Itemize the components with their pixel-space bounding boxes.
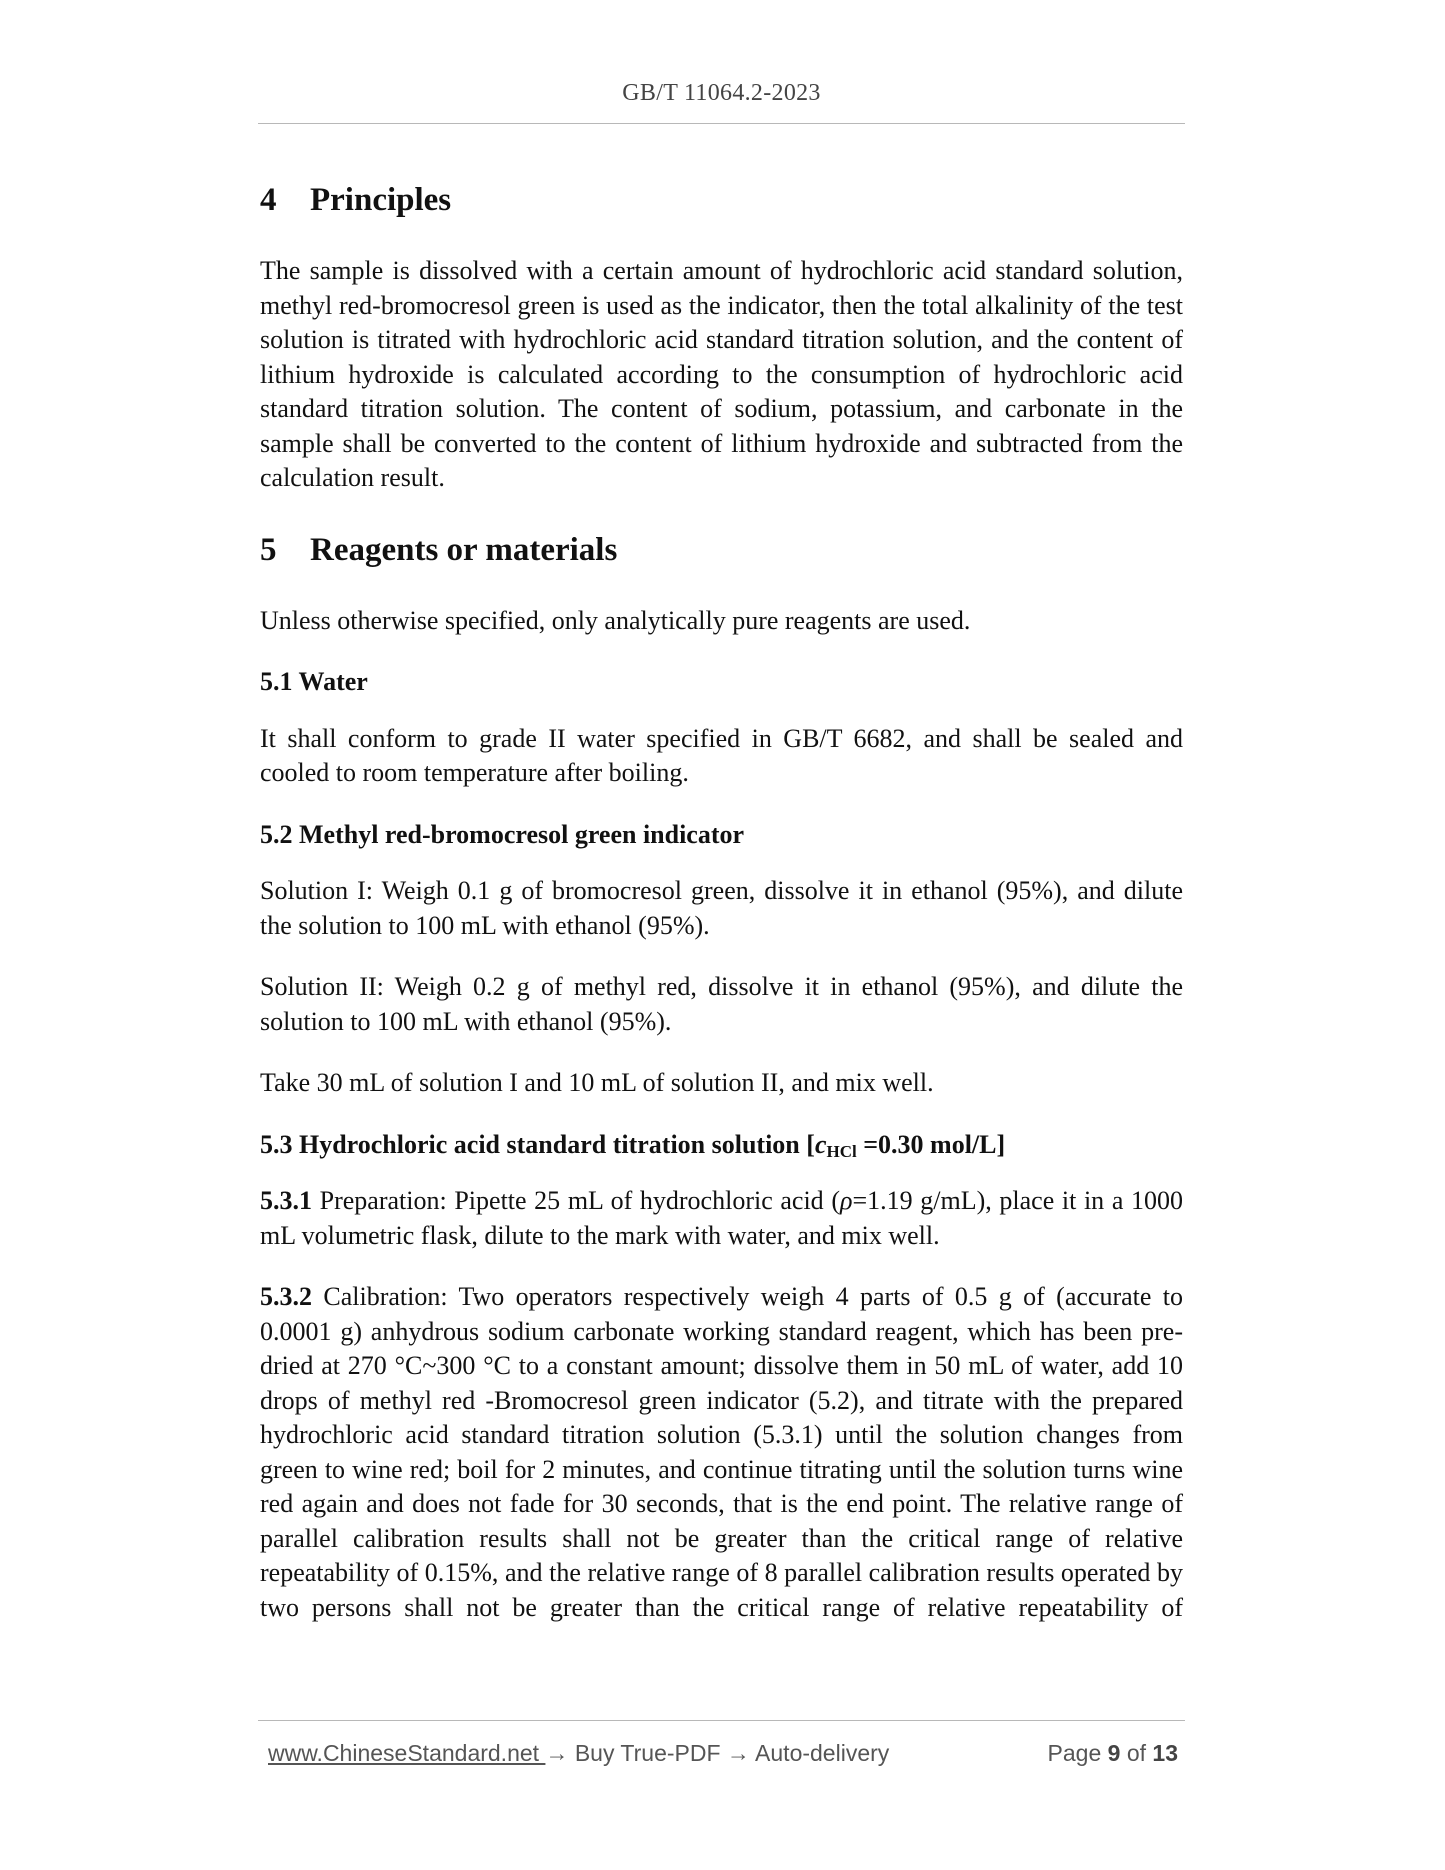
section-5-intro: Unless otherwise specified, only analytically pure reagents are used.: [260, 605, 971, 635]
total-page-count: 13: [1152, 1740, 1178, 1766]
section-5-1-paragraph: It shall conform to grade II water specified in GB/T 6682, and shall be sealed and cooled to room temperature after boiling.: [260, 723, 1183, 787]
section-4-title: Principles: [310, 182, 452, 218]
page-counter: [1048, 1740, 1178, 1767]
solution-1-paragraph: Solution I: Weigh 0.1 g of bromocresol green, dissolve it in ethanol (95%), and dilute the solution to 100 mL with ethanol (95%).: [260, 876, 1183, 940]
page-header-title: GB/T 11064.2-2023: [622, 80, 821, 106]
section-5-title: Reagents or materials: [310, 531, 618, 568]
mix-paragraph: Take 30 mL of solution I and 10 mL of solution II, and mix well.: [260, 1068, 934, 1097]
section-5-3-heading-text: 5.3 Hydrochloric acid standard titration solution [: [260, 1129, 815, 1159]
concentration-symbol: c: [814, 1129, 827, 1159]
clause-5-3-2-number: 5.3.2: [260, 1282, 312, 1311]
section-5-heading: [260, 530, 1183, 570]
concentration-subscript: HCl: [826, 1141, 857, 1161]
arrow-right-icon: →: [545, 1740, 569, 1766]
clause-5-3-1-text-b: =1.19 g/mL), place it in a 1000 mL volumetric flask, dilute to the mark with water, and mix well.: [260, 1186, 1183, 1250]
footer-promo: [268, 1740, 889, 1767]
clause-5-3-1-text-a: Preparation: Pipette 25 mL of hydrochloric acid (: [312, 1186, 840, 1215]
of-label: of: [1120, 1740, 1153, 1766]
header-divider: [258, 123, 1185, 124]
website-link[interactable]: www.ChineseStandard.net: [268, 1740, 546, 1766]
section-4-paragraph: The sample is dissolved with a certain amount of hydrochloric acid standard solution, methyl red-bromocresol green is used as the indicator, then the total alkalinity of the test solution is titrated with hydrochloric acid standard titration solution, and the content of lithium hydroxide is calculated according to the consumption of hydrochloric acid standard titration solution. The content of sodium, potassium, and carbonate in the sample shall be converted to the content of lithium hydroxide and subtracted from the calculation result.: [260, 256, 1183, 492]
section-4-number: 4: [260, 182, 277, 218]
footer-divider: [258, 1720, 1185, 1721]
current-page-number: 9: [1107, 1740, 1121, 1766]
clause-5-3-1-number: 5.3.1: [260, 1186, 312, 1215]
section-5-number: 5: [260, 531, 277, 568]
density-symbol: ρ: [839, 1186, 853, 1215]
page-content: [260, 170, 1183, 1652]
solution-2-paragraph: Solution II: Weigh 0.2 g of methyl red, dissolve it in ethanol (95%), and dilute the solution to 100 mL with ethanol (95%).: [260, 972, 1183, 1036]
clause-5-3-2-text: Calibration: Two operators respectively weigh 4 parts of 0.5 g of (accurate to 0.0001 g) anhydrous sodium carbonate working standard reagent, which has been pre-dried at 270 °C~300 °C to a constant amount; dissolve them in 50 mL of water, add 10 drops of methyl red -Bromocresol green indicator (5.2), and titrate with the prepared hydrochloric acid standard titration solution (5.3.1) until the solution changes from green to wine red; boil for 2 minutes, and continue titrating until the solution turns wine red again and does not fade for 30 seconds, that is the end point. The relative range of parallel calibration results shall not be greater than the critical range of relative repeatability of 0.15%, and the relative range of 8 parallel calibration results operated by two persons shall not be greater than the critical range of relative repeatability of: [260, 1282, 1183, 1622]
section-5-3-1-paragraph: [260, 1184, 1183, 1253]
buy-true-pdf-text: Buy True-PDF: [568, 1740, 727, 1766]
auto-delivery-text: Auto-delivery: [749, 1740, 890, 1766]
section-5-3-heading: [260, 1128, 1183, 1163]
section-4-heading: [260, 180, 1183, 220]
page-label: Page: [1047, 1740, 1108, 1766]
section-5-1-heading: 5.1 Water: [260, 667, 368, 696]
section-5-3-2-paragraph: [260, 1280, 1183, 1625]
section-5-2-heading: 5.2 Methyl red-bromocresol green indicator: [260, 819, 745, 849]
arrow-right-icon: →: [726, 1740, 750, 1766]
page-footer: [268, 1740, 1178, 1776]
concentration-value: =0.30 mol/L]: [856, 1129, 1006, 1159]
